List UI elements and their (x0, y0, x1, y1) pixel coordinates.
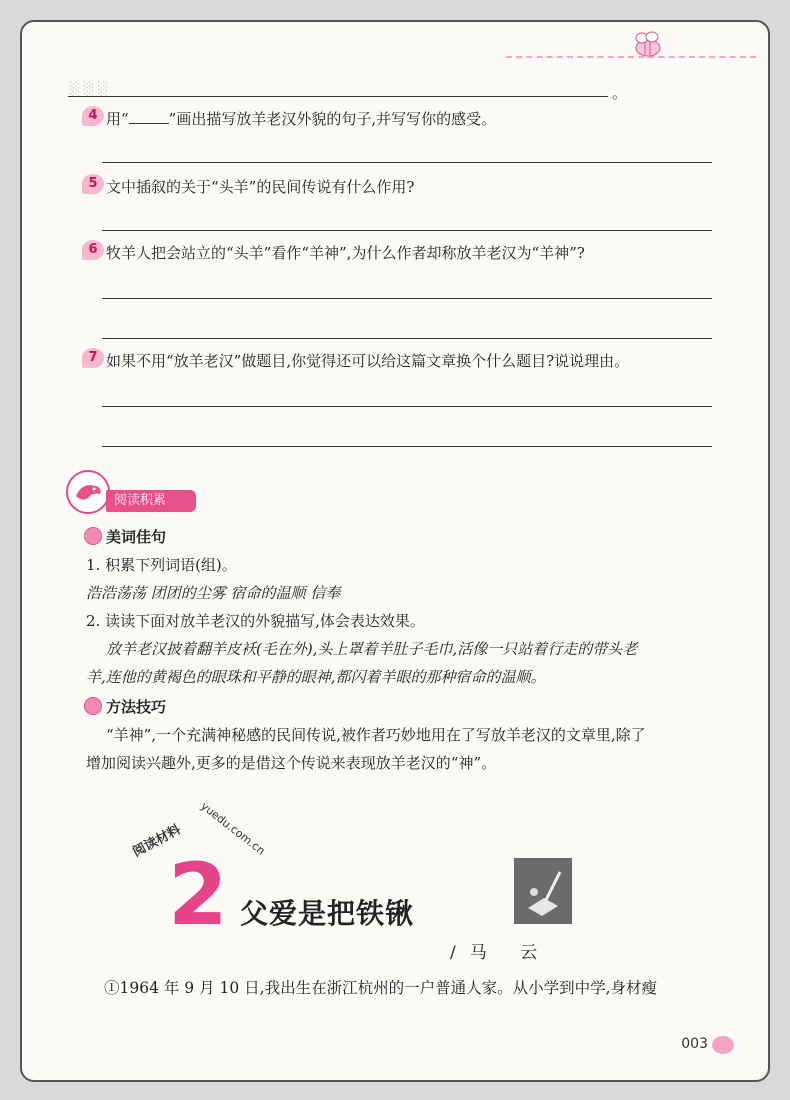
answer-line[interactable] (102, 298, 712, 299)
question-text-start: 用“ (106, 110, 129, 128)
answer-line[interactable] (102, 446, 712, 447)
word-list: 浩浩荡荡 团团的尘雾 宿命的温顺 信奉 (86, 584, 341, 602)
question-4 (88, 108, 497, 129)
section-tag (66, 470, 196, 516)
article-number: 2 (168, 845, 228, 945)
question-6 (88, 242, 585, 263)
page-number: 003 (681, 1036, 708, 1052)
question-number-badge: 5 (82, 174, 104, 194)
method-line-2: 增加阅读兴趣外,更多的是借这个传说来表现放羊老汉的“神”。 (86, 754, 497, 772)
flower-icon (84, 697, 102, 715)
reading-url: yuedu.com.cn (198, 799, 268, 858)
question-number-badge: 4 (82, 106, 104, 126)
section-tag-label: 阅读积累 (106, 490, 196, 512)
answer-line (68, 96, 608, 97)
question-text: 牧羊人把会站立的“头羊”看作“羊神”,为什么作者却称放羊老汉为“羊神”? (106, 244, 585, 262)
question-number-badge: 6 (82, 240, 104, 260)
quote-line-1: 放羊老汉披着翻羊皮袄(毛在外),头上罩着羊肚子毛巾,活像一只站着行走的带头老 (106, 640, 638, 658)
question-number-badge: 7 (82, 348, 104, 368)
method-line-1: “羊神”,一个充满神秘感的民间传说,被作者巧妙地用在了写放羊老汉的文章里,除了 (106, 726, 646, 744)
exercise-item-1: 1. 积累下列词语(组)。 (86, 556, 237, 574)
exercise-item-2: 2. 读读下面对放羊老汉的外貌描写,体会表达效果。 (86, 612, 425, 630)
subheading-text: 美词佳句 (106, 528, 167, 546)
question-text: 如果不用“放羊老汉”做题目,你觉得还可以给这篇文章换个什么题目?说说理由。 (106, 352, 630, 370)
subheading-method (106, 696, 166, 717)
subheading-text: 方法技巧 (106, 698, 167, 716)
dolphin-icon (66, 470, 110, 514)
bleed-through-text: ░ ░ ░ (70, 82, 109, 97)
line-end-period: 。 (612, 84, 628, 102)
article-illustration (514, 858, 572, 924)
subheading-vocabulary (106, 526, 166, 547)
answer-line[interactable] (102, 406, 712, 407)
quote-line-2: 羊,连他的黄褐色的眼珠和平静的眼神,都闪着羊眼的那种宿命的温顺。 (86, 668, 546, 686)
answer-line[interactable] (102, 338, 712, 339)
page-flower-icon (712, 1036, 734, 1054)
question-text-end: ”画出描写放羊老汉外貌的句子,并写写你的感受。 (168, 110, 497, 128)
question-5 (88, 176, 415, 197)
inline-blank (129, 111, 169, 124)
workbook-page (20, 20, 770, 1082)
answer-line[interactable] (102, 230, 712, 231)
question-7 (88, 350, 630, 371)
answer-line[interactable] (102, 162, 712, 163)
article-title: 父爱是把铁锹 (240, 897, 415, 930)
question-text: 文中插叙的关于“头羊”的民间传说有什么作用? (106, 178, 415, 196)
flower-icon (84, 527, 102, 545)
article-author: /马 云 (450, 943, 552, 963)
reading-material-label: 阅读材料 (130, 822, 184, 861)
bee-icon (628, 30, 668, 60)
article-first-line: ①1964 年 9 月 10 日,我出生在浙江杭州的一户普通人家。从小学到中学,身材瘦 (104, 979, 658, 997)
header-decoration (506, 28, 756, 68)
